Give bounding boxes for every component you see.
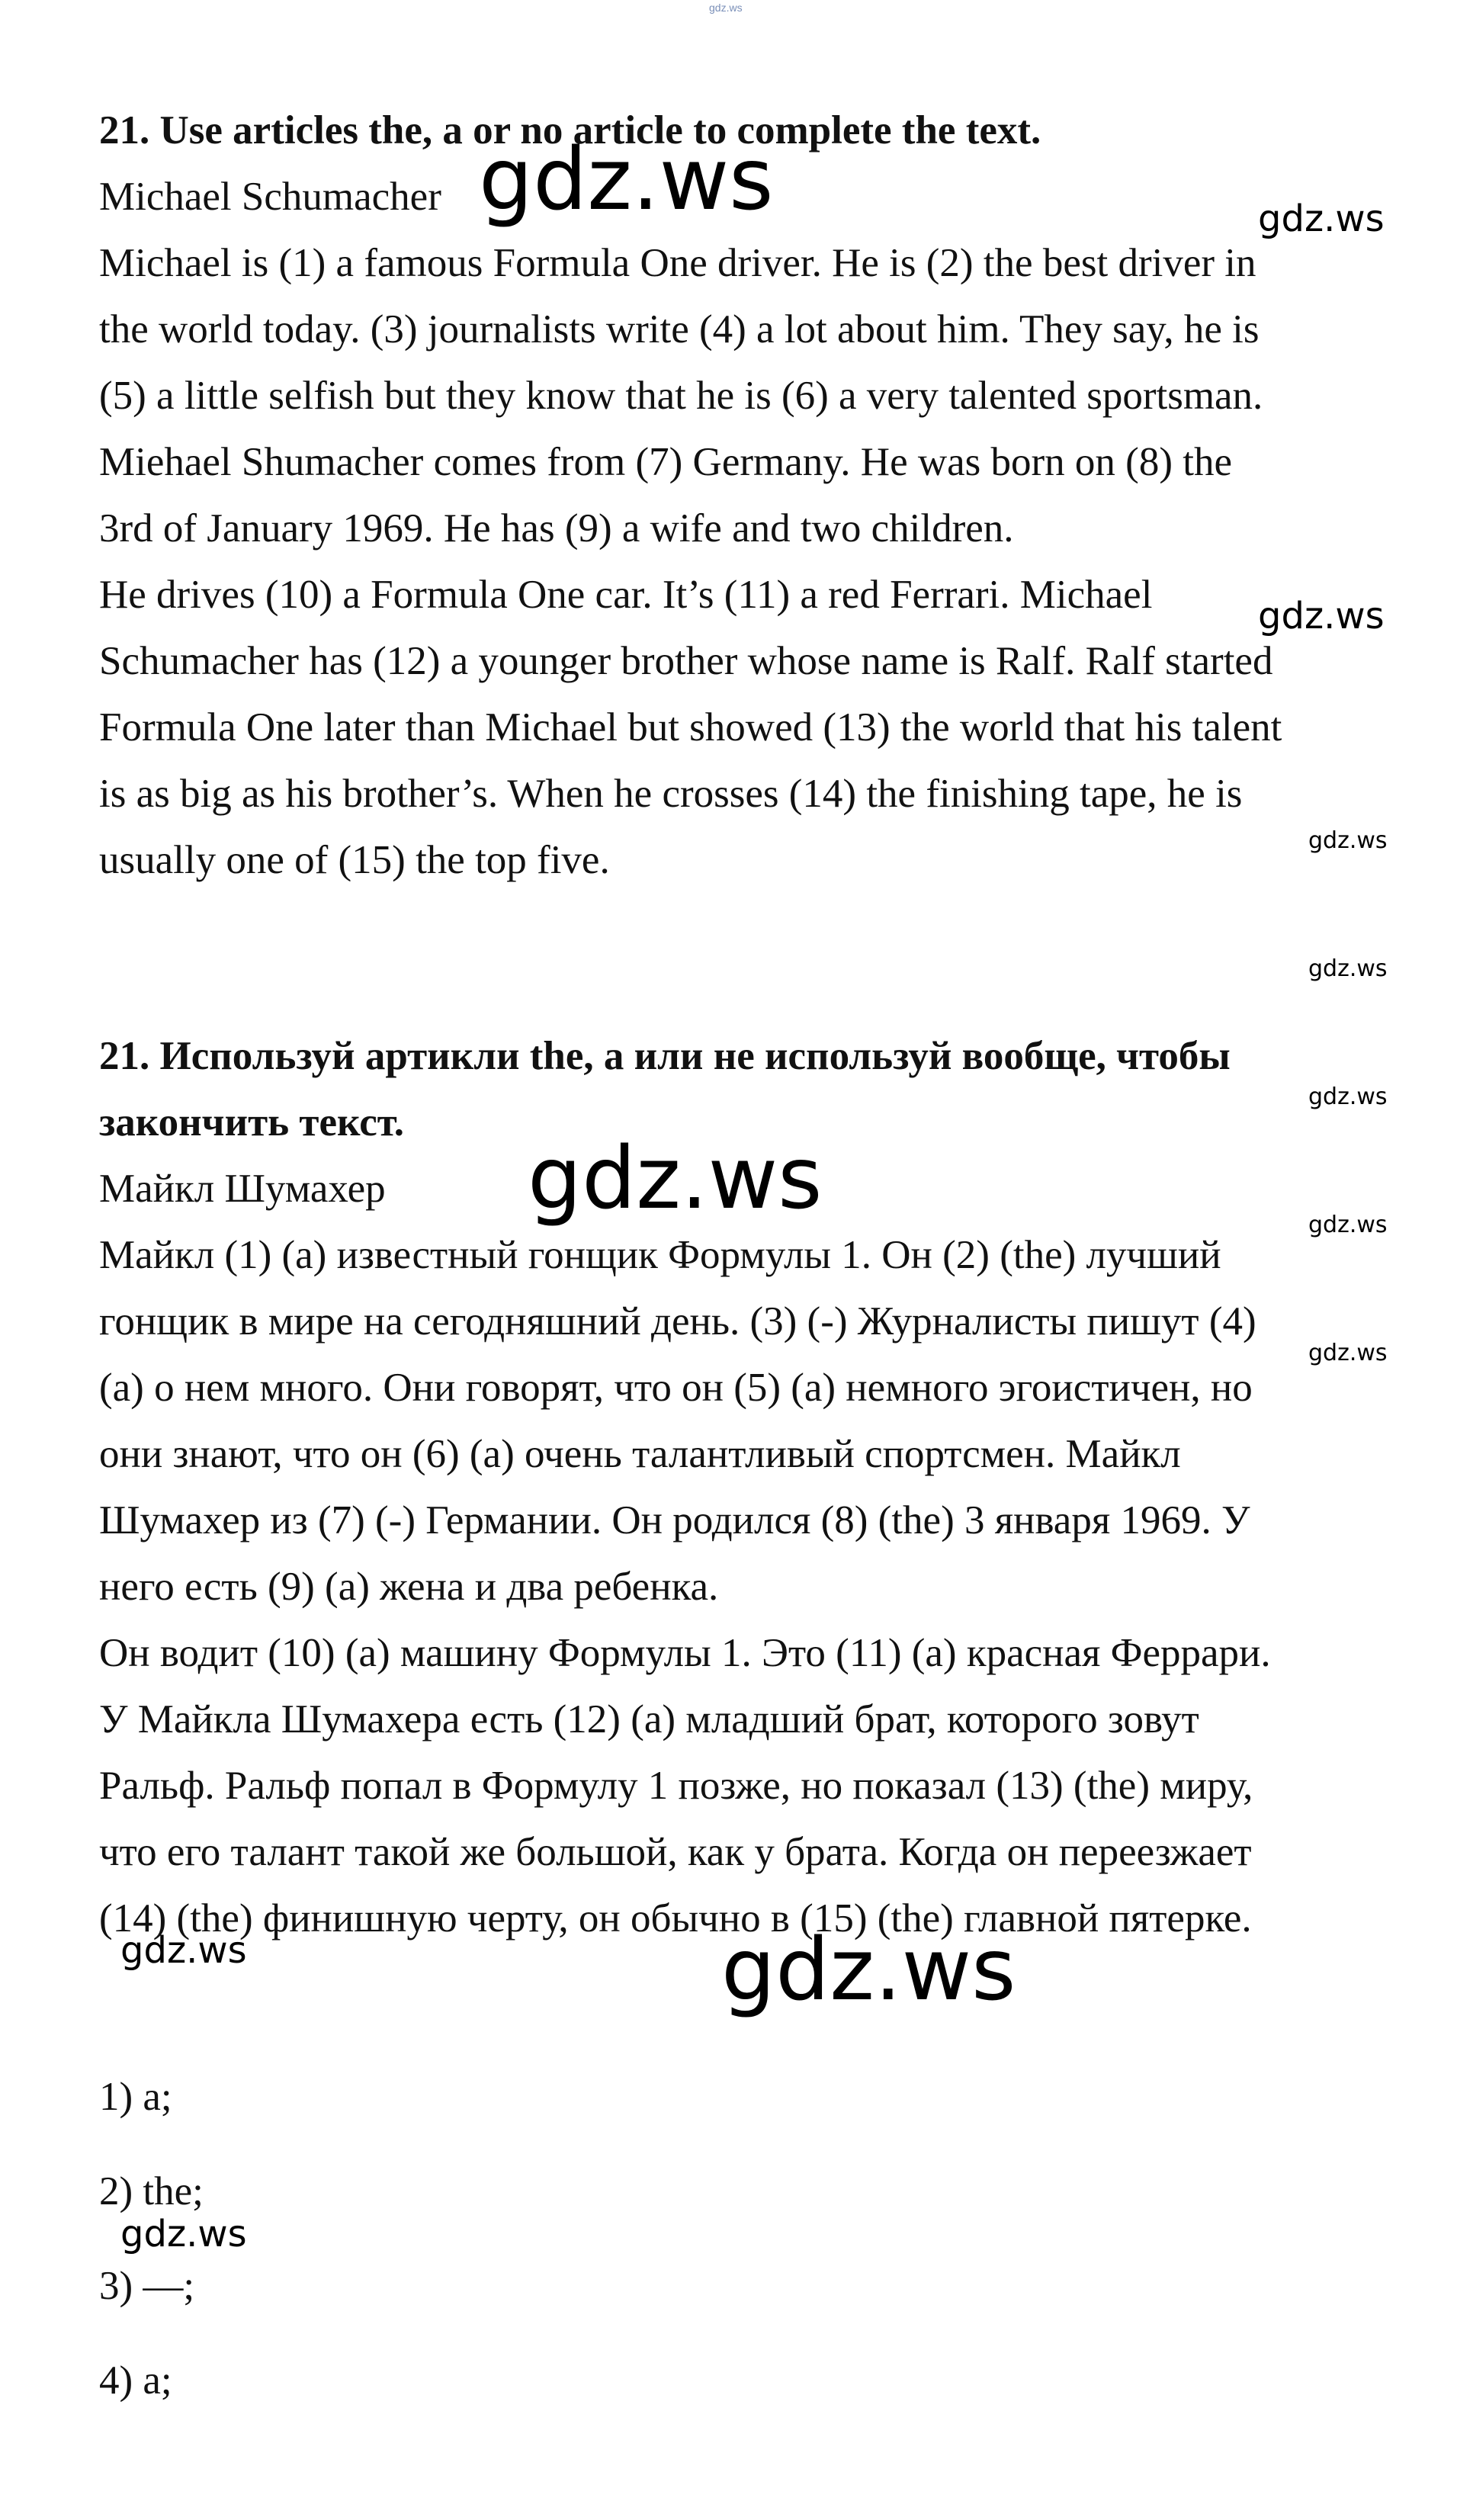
english-line: usually one of (15) the top five. bbox=[99, 838, 610, 882]
english-line: He drives (10) a Formula One car. It’s (11) a red Ferrari. Michael bbox=[99, 573, 1153, 617]
russian-line: гонщик в мире на сегодняшний день. (3) (-) Журналисты пишут (4) bbox=[99, 1299, 1256, 1343]
answer-item: 2) the; bbox=[99, 2169, 204, 2213]
watermark: gdz.ws bbox=[1308, 1340, 1388, 1366]
russian-line: Он водит (10) (a) машину Формулы 1. Это (11) (a) красная Феррари. bbox=[99, 1631, 1271, 1675]
russian-heading: закончить текст. bbox=[99, 1100, 405, 1144]
russian-heading: 21. Используй артикли the, a или не используй вообще, чтобы bbox=[99, 1034, 1231, 1078]
english-line: Formula One later than Michael but showed (13) the world that his talent bbox=[99, 705, 1282, 750]
watermark: gdz.ws bbox=[528, 1129, 823, 1228]
russian-line: (a) о нем много. Они говорят, что он (5) (a) немного эгоистичен, но bbox=[99, 1366, 1253, 1410]
watermark: gdz.ws bbox=[721, 1921, 1016, 2020]
russian-line: У Майкла Шумахера есть (12) (a) младший брат, которого зовут bbox=[99, 1697, 1199, 1742]
english-line: Schumacher has (12) a younger brother whose name is Ralf. Ralf started bbox=[99, 639, 1273, 683]
russian-line: Ральф. Ральф попал в Формулу 1 позже, но показал (13) (the) миру, bbox=[99, 1764, 1253, 1808]
russian-title: Майкл Шумахер bbox=[99, 1167, 386, 1211]
english-heading: 21. Use articles the, a or no article to complete the text. bbox=[99, 108, 1041, 152]
english-line: (5) a little selfish but they know that he is (6) a very talented sportsman. bbox=[99, 374, 1263, 418]
russian-line: что его талант такой же большой, как у брата. Когда он переезжает bbox=[99, 1830, 1252, 1874]
answer-item: 3) —; bbox=[99, 2264, 195, 2308]
russian-line: Шумахер из (7) (-) Германии. Он родился (8) (the) 3 января 1969. У bbox=[99, 1498, 1250, 1542]
answer-item: 4) a; bbox=[99, 2358, 172, 2403]
english-line: Michael is (1) a famous Formula One driver. He is (2) the best driver in bbox=[99, 241, 1256, 285]
russian-line: они знают, что он (6) (a) очень талантливый спортсмен. Майкл bbox=[99, 1432, 1181, 1476]
english-line: Miehael Shumacher comes from (7) Germany. He was born on (8) the bbox=[99, 440, 1232, 484]
watermark: gdz.ws bbox=[1308, 1212, 1388, 1238]
watermark: gdz.ws bbox=[120, 2213, 247, 2255]
watermark: gdz.ws bbox=[479, 130, 774, 230]
english-title: Michael Schumacher bbox=[99, 175, 441, 219]
watermark: gdz.ws bbox=[1308, 955, 1388, 982]
russian-line: него есть (9) (a) жена и два ребенка. bbox=[99, 1565, 719, 1609]
watermark: gdz.ws bbox=[120, 1929, 247, 1972]
english-line: the world today. (3) journalists write (4) a lot about him. They say, he is bbox=[99, 307, 1260, 352]
watermark: gdz.ws bbox=[1308, 1083, 1388, 1110]
answer-item: 1) a; bbox=[99, 2075, 172, 2119]
watermark: gdz.ws bbox=[1258, 197, 1385, 240]
english-line: is as big as his brother’s. When he crosses (14) the finishing tape, he is bbox=[99, 772, 1243, 816]
russian-line: (14) (the) финишную черту, он обычно в (15) (the) главной пятерке. bbox=[99, 1896, 1252, 1941]
watermark: gdz.ws bbox=[1308, 827, 1388, 854]
top-watermark: gdz.ws bbox=[709, 2, 743, 14]
english-line: 3rd of January 1969. He has (9) a wife and two children. bbox=[99, 506, 1014, 551]
russian-line: Майкл (1) (a) известный гонщик Формулы 1. Он (2) (the) лучший bbox=[99, 1233, 1221, 1277]
watermark: gdz.ws bbox=[1258, 595, 1385, 637]
